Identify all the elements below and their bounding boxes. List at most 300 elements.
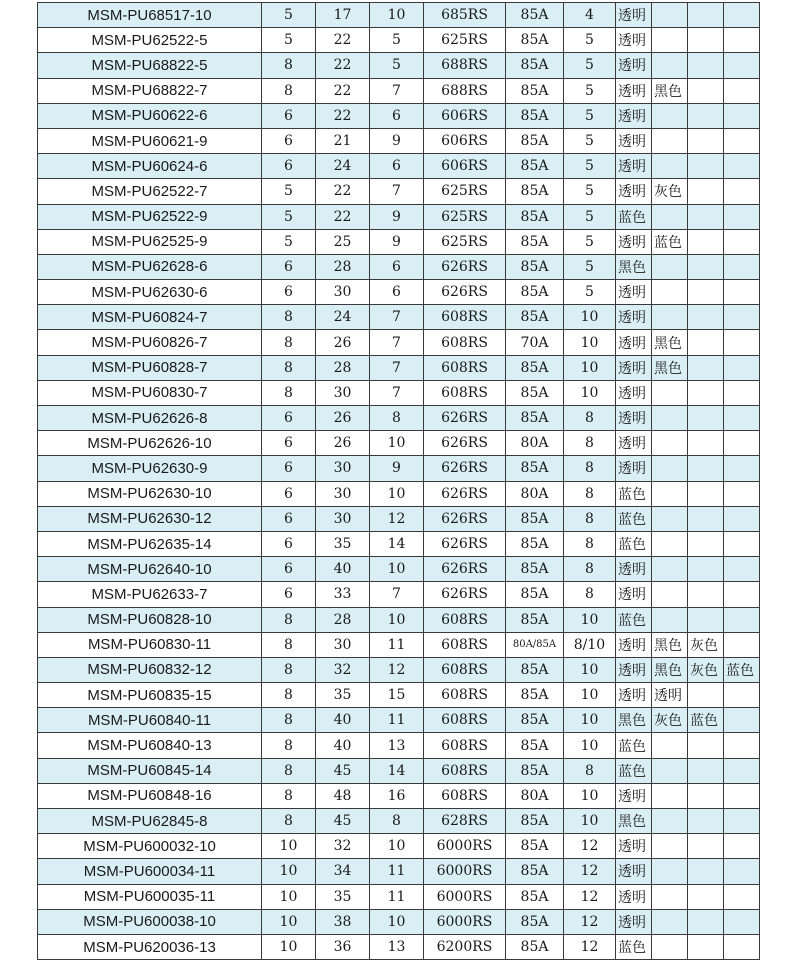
- load-cell: 12: [564, 934, 616, 959]
- color-cell: [688, 758, 724, 783]
- outer-diameter-cell: 24: [316, 305, 370, 330]
- model-cell: MSM-PU60845-14: [38, 758, 262, 783]
- table-row: [38, 481, 760, 506]
- hardness-cell: 85A: [506, 909, 564, 934]
- inner-diameter-cell: 8: [262, 657, 316, 682]
- load-cell: 10: [564, 708, 616, 733]
- hardness-cell: 85A: [506, 859, 564, 884]
- hardness-cell: 85A: [506, 53, 564, 78]
- color-cell: [724, 330, 760, 355]
- hardness-cell: 85A: [506, 531, 564, 556]
- color-cell: 透明: [616, 859, 652, 884]
- outer-diameter-cell: 40: [316, 708, 370, 733]
- outer-diameter-cell: 22: [316, 103, 370, 128]
- width-cell: 7: [370, 380, 424, 405]
- bearing-cell: 606RS: [424, 103, 506, 128]
- table-row: [38, 154, 760, 179]
- color-cell: 蓝色: [616, 531, 652, 556]
- width-cell: 14: [370, 758, 424, 783]
- width-cell: 13: [370, 934, 424, 959]
- load-cell: 8/10: [564, 632, 616, 657]
- hardness-cell: 85A: [506, 305, 564, 330]
- color-cell: [724, 708, 760, 733]
- bearing-cell: 626RS: [424, 406, 506, 431]
- load-cell: 5: [564, 280, 616, 305]
- width-cell: 9: [370, 204, 424, 229]
- bearing-cell: 626RS: [424, 506, 506, 531]
- color-cell: [652, 884, 688, 909]
- hardness-cell: 85A: [506, 254, 564, 279]
- table-row: [38, 456, 760, 481]
- color-cell: [652, 582, 688, 607]
- model-cell: MSM-PU62630-10: [38, 481, 262, 506]
- bearing-cell: 608RS: [424, 607, 506, 632]
- hardness-cell: 85A: [506, 355, 564, 380]
- color-cell: 透明: [616, 78, 652, 103]
- table-row: [38, 305, 760, 330]
- color-cell: 透明: [652, 683, 688, 708]
- load-cell: 8: [564, 481, 616, 506]
- width-cell: 12: [370, 506, 424, 531]
- color-cell: 透明: [616, 657, 652, 682]
- load-cell: 10: [564, 305, 616, 330]
- width-cell: 7: [370, 582, 424, 607]
- model-cell: MSM-PU60621-9: [38, 128, 262, 153]
- model-cell: MSM-PU62626-10: [38, 431, 262, 456]
- hardness-cell: 85A: [506, 708, 564, 733]
- inner-diameter-cell: 5: [262, 28, 316, 53]
- inner-diameter-cell: 8: [262, 53, 316, 78]
- model-cell: MSM-PU600035-11: [38, 884, 262, 909]
- bearing-cell: 626RS: [424, 254, 506, 279]
- color-cell: [688, 53, 724, 78]
- hardness-cell: 85A: [506, 103, 564, 128]
- color-cell: [688, 733, 724, 758]
- hardness-cell: 85A: [506, 179, 564, 204]
- color-cell: 透明: [616, 229, 652, 254]
- inner-diameter-cell: 5: [262, 3, 316, 28]
- table-row: [38, 683, 760, 708]
- color-cell: [724, 431, 760, 456]
- model-cell: MSM-PU60830-11: [38, 632, 262, 657]
- color-cell: 透明: [616, 683, 652, 708]
- color-cell: 蓝色: [616, 607, 652, 632]
- load-cell: 8: [564, 456, 616, 481]
- color-cell: [652, 406, 688, 431]
- bearing-cell: 608RS: [424, 355, 506, 380]
- color-cell: [724, 834, 760, 859]
- inner-diameter-cell: 8: [262, 783, 316, 808]
- color-cell: [724, 179, 760, 204]
- load-cell: 8: [564, 431, 616, 456]
- color-cell: [652, 154, 688, 179]
- load-cell: 8: [564, 506, 616, 531]
- table-row: [38, 607, 760, 632]
- bearing-cell: 6000RS: [424, 859, 506, 884]
- outer-diameter-cell: 22: [316, 28, 370, 53]
- color-cell: 透明: [616, 582, 652, 607]
- outer-diameter-cell: 30: [316, 632, 370, 657]
- hardness-cell: 80A: [506, 783, 564, 808]
- outer-diameter-cell: 30: [316, 481, 370, 506]
- load-cell: 10: [564, 683, 616, 708]
- color-cell: [652, 380, 688, 405]
- outer-diameter-cell: 22: [316, 179, 370, 204]
- hardness-cell: 80A: [506, 431, 564, 456]
- color-cell: [724, 783, 760, 808]
- color-cell: [652, 305, 688, 330]
- color-cell: [724, 632, 760, 657]
- load-cell: 10: [564, 783, 616, 808]
- bearing-cell: 626RS: [424, 557, 506, 582]
- load-cell: 8: [564, 758, 616, 783]
- bearing-cell: 625RS: [424, 229, 506, 254]
- color-cell: [652, 834, 688, 859]
- inner-diameter-cell: 8: [262, 758, 316, 783]
- outer-diameter-cell: 45: [316, 758, 370, 783]
- inner-diameter-cell: 6: [262, 103, 316, 128]
- model-cell: MSM-PU62522-9: [38, 204, 262, 229]
- model-cell: MSM-PU68822-7: [38, 78, 262, 103]
- color-cell: [652, 859, 688, 884]
- outer-diameter-cell: 22: [316, 204, 370, 229]
- color-cell: [652, 733, 688, 758]
- table-row: [38, 53, 760, 78]
- color-cell: [724, 355, 760, 380]
- table-body: [38, 3, 760, 960]
- color-cell: [652, 506, 688, 531]
- hardness-cell: 85A: [506, 78, 564, 103]
- load-cell: 12: [564, 884, 616, 909]
- inner-diameter-cell: 8: [262, 305, 316, 330]
- width-cell: 10: [370, 834, 424, 859]
- width-cell: 11: [370, 884, 424, 909]
- width-cell: 8: [370, 406, 424, 431]
- outer-diameter-cell: 26: [316, 431, 370, 456]
- outer-diameter-cell: 28: [316, 254, 370, 279]
- color-cell: 透明: [616, 632, 652, 657]
- model-cell: MSM-PU600032-10: [38, 834, 262, 859]
- hardness-cell: 85A: [506, 406, 564, 431]
- color-cell: 透明: [616, 330, 652, 355]
- hardness-cell: 85A: [506, 280, 564, 305]
- load-cell: 5: [564, 28, 616, 53]
- bearing-cell: 626RS: [424, 431, 506, 456]
- outer-diameter-cell: 17: [316, 3, 370, 28]
- outer-diameter-cell: 38: [316, 909, 370, 934]
- bearing-cell: 606RS: [424, 154, 506, 179]
- color-cell: [688, 481, 724, 506]
- width-cell: 10: [370, 909, 424, 934]
- table-row: [38, 632, 760, 657]
- color-cell: [688, 3, 724, 28]
- color-cell: [688, 103, 724, 128]
- color-cell: [688, 380, 724, 405]
- color-cell: 透明: [616, 783, 652, 808]
- color-cell: 黑色: [616, 809, 652, 834]
- load-cell: 5: [564, 254, 616, 279]
- color-cell: [688, 834, 724, 859]
- hardness-cell: 85A: [506, 934, 564, 959]
- hardness-cell: 80A: [506, 481, 564, 506]
- model-cell: MSM-PU60832-12: [38, 657, 262, 682]
- load-cell: 10: [564, 355, 616, 380]
- model-cell: MSM-PU600034-11: [38, 859, 262, 884]
- load-cell: 8: [564, 406, 616, 431]
- color-cell: 蓝色: [616, 758, 652, 783]
- load-cell: 5: [564, 103, 616, 128]
- table-row: [38, 431, 760, 456]
- outer-diameter-cell: 33: [316, 582, 370, 607]
- color-cell: [724, 683, 760, 708]
- color-cell: [652, 103, 688, 128]
- load-cell: 8: [564, 582, 616, 607]
- load-cell: 12: [564, 834, 616, 859]
- bearing-cell: 688RS: [424, 78, 506, 103]
- color-cell: [652, 431, 688, 456]
- color-cell: [724, 481, 760, 506]
- width-cell: 11: [370, 859, 424, 884]
- inner-diameter-cell: 8: [262, 733, 316, 758]
- table-row: [38, 884, 760, 909]
- hardness-cell: 85A: [506, 380, 564, 405]
- color-cell: [688, 78, 724, 103]
- load-cell: 5: [564, 78, 616, 103]
- width-cell: 13: [370, 733, 424, 758]
- hardness-cell: 85A: [506, 657, 564, 682]
- hardness-cell: 85A: [506, 506, 564, 531]
- table-row: [38, 708, 760, 733]
- color-cell: [688, 204, 724, 229]
- color-cell: 透明: [616, 909, 652, 934]
- width-cell: 9: [370, 456, 424, 481]
- color-cell: [724, 229, 760, 254]
- color-cell: [724, 506, 760, 531]
- model-cell: MSM-PU62633-7: [38, 582, 262, 607]
- model-cell: MSM-PU60824-7: [38, 305, 262, 330]
- width-cell: 11: [370, 708, 424, 733]
- width-cell: 7: [370, 330, 424, 355]
- inner-diameter-cell: 6: [262, 154, 316, 179]
- inner-diameter-cell: 8: [262, 632, 316, 657]
- bearing-cell: 608RS: [424, 758, 506, 783]
- inner-diameter-cell: 6: [262, 406, 316, 431]
- outer-diameter-cell: 40: [316, 733, 370, 758]
- bearing-cell: 608RS: [424, 783, 506, 808]
- table-row: [38, 783, 760, 808]
- bearing-cell: 608RS: [424, 305, 506, 330]
- width-cell: 7: [370, 78, 424, 103]
- table-row: [38, 179, 760, 204]
- table-row: [38, 506, 760, 531]
- table-row: [38, 909, 760, 934]
- inner-diameter-cell: 5: [262, 179, 316, 204]
- width-cell: 6: [370, 280, 424, 305]
- color-cell: [724, 456, 760, 481]
- width-cell: 10: [370, 431, 424, 456]
- color-cell: [724, 809, 760, 834]
- color-cell: [724, 280, 760, 305]
- bearing-cell: 688RS: [424, 53, 506, 78]
- bearing-cell: 608RS: [424, 330, 506, 355]
- model-cell: MSM-PU62630-12: [38, 506, 262, 531]
- color-cell: [652, 531, 688, 556]
- color-cell: 透明: [616, 406, 652, 431]
- hardness-cell: 85A: [506, 683, 564, 708]
- color-cell: [724, 28, 760, 53]
- color-cell: 透明: [616, 280, 652, 305]
- table-row: [38, 28, 760, 53]
- hardness-cell: 85A: [506, 884, 564, 909]
- model-cell: MSM-PU62522-7: [38, 179, 262, 204]
- color-cell: 透明: [616, 431, 652, 456]
- inner-diameter-cell: 6: [262, 128, 316, 153]
- inner-diameter-cell: 10: [262, 859, 316, 884]
- table-row: [38, 934, 760, 959]
- bearing-cell: 606RS: [424, 128, 506, 153]
- outer-diameter-cell: 25: [316, 229, 370, 254]
- bearing-cell: 625RS: [424, 179, 506, 204]
- table-row: [38, 582, 760, 607]
- load-cell: 12: [564, 859, 616, 884]
- width-cell: 10: [370, 3, 424, 28]
- width-cell: 14: [370, 531, 424, 556]
- color-cell: [688, 330, 724, 355]
- bearing-cell: 608RS: [424, 733, 506, 758]
- hardness-cell: 85A: [506, 557, 564, 582]
- width-cell: 10: [370, 557, 424, 582]
- bearing-cell: 625RS: [424, 28, 506, 53]
- table-row: [38, 809, 760, 834]
- width-cell: 8: [370, 809, 424, 834]
- color-cell: [724, 884, 760, 909]
- table-row: [38, 229, 760, 254]
- inner-diameter-cell: 10: [262, 934, 316, 959]
- color-cell: [724, 53, 760, 78]
- color-cell: 透明: [616, 355, 652, 380]
- model-cell: MSM-PU60622-6: [38, 103, 262, 128]
- load-cell: 12: [564, 909, 616, 934]
- model-cell: MSM-PU620036-13: [38, 934, 262, 959]
- inner-diameter-cell: 8: [262, 708, 316, 733]
- outer-diameter-cell: 40: [316, 557, 370, 582]
- width-cell: 7: [370, 355, 424, 380]
- color-cell: [652, 607, 688, 632]
- outer-diameter-cell: 35: [316, 884, 370, 909]
- table-row: [38, 859, 760, 884]
- color-cell: 透明: [616, 53, 652, 78]
- model-cell: MSM-PU68517-10: [38, 3, 262, 28]
- color-cell: 灰色: [688, 632, 724, 657]
- color-cell: [688, 783, 724, 808]
- color-cell: 透明: [616, 128, 652, 153]
- width-cell: 6: [370, 103, 424, 128]
- color-cell: [652, 3, 688, 28]
- outer-diameter-cell: 36: [316, 934, 370, 959]
- color-cell: [724, 531, 760, 556]
- color-cell: [652, 254, 688, 279]
- bearing-cell: 626RS: [424, 531, 506, 556]
- hardness-cell: 70A: [506, 330, 564, 355]
- inner-diameter-cell: 6: [262, 254, 316, 279]
- inner-diameter-cell: 10: [262, 834, 316, 859]
- inner-diameter-cell: 6: [262, 456, 316, 481]
- inner-diameter-cell: 6: [262, 506, 316, 531]
- hardness-cell: 85A: [506, 229, 564, 254]
- outer-diameter-cell: 48: [316, 783, 370, 808]
- color-cell: 黑色: [616, 254, 652, 279]
- bearing-cell: 628RS: [424, 809, 506, 834]
- color-cell: [688, 254, 724, 279]
- color-cell: [688, 557, 724, 582]
- load-cell: 10: [564, 380, 616, 405]
- color-cell: [688, 934, 724, 959]
- inner-diameter-cell: 10: [262, 909, 316, 934]
- color-cell: [688, 884, 724, 909]
- color-cell: [688, 229, 724, 254]
- width-cell: 6: [370, 154, 424, 179]
- color-cell: [724, 557, 760, 582]
- color-cell: 透明: [616, 380, 652, 405]
- color-cell: [688, 154, 724, 179]
- color-cell: [652, 128, 688, 153]
- color-cell: 黑色: [652, 330, 688, 355]
- width-cell: 9: [370, 229, 424, 254]
- color-cell: [652, 204, 688, 229]
- load-cell: 5: [564, 128, 616, 153]
- color-cell: [688, 305, 724, 330]
- color-cell: 灰色: [652, 708, 688, 733]
- color-cell: [724, 128, 760, 153]
- table-row: [38, 733, 760, 758]
- color-cell: 黑色: [616, 708, 652, 733]
- color-cell: [688, 909, 724, 934]
- table-row: [38, 78, 760, 103]
- color-cell: [688, 456, 724, 481]
- color-cell: [724, 204, 760, 229]
- inner-diameter-cell: 8: [262, 607, 316, 632]
- table-row: [38, 557, 760, 582]
- bearing-cell: 626RS: [424, 582, 506, 607]
- outer-diameter-cell: 35: [316, 683, 370, 708]
- color-cell: [652, 28, 688, 53]
- color-cell: [688, 683, 724, 708]
- inner-diameter-cell: 5: [262, 204, 316, 229]
- bearing-cell: 608RS: [424, 708, 506, 733]
- width-cell: 10: [370, 607, 424, 632]
- load-cell: 10: [564, 809, 616, 834]
- bearing-cell: 626RS: [424, 456, 506, 481]
- table-row: [38, 380, 760, 405]
- inner-diameter-cell: 5: [262, 229, 316, 254]
- outer-diameter-cell: 32: [316, 657, 370, 682]
- outer-diameter-cell: 21: [316, 128, 370, 153]
- color-cell: 透明: [616, 884, 652, 909]
- load-cell: 8: [564, 531, 616, 556]
- outer-diameter-cell: 30: [316, 456, 370, 481]
- hardness-cell: 85A: [506, 758, 564, 783]
- bearing-cell: 6000RS: [424, 909, 506, 934]
- color-cell: [652, 783, 688, 808]
- color-cell: 蓝色: [652, 229, 688, 254]
- table-row: [38, 254, 760, 279]
- outer-diameter-cell: 24: [316, 154, 370, 179]
- outer-diameter-cell: 22: [316, 53, 370, 78]
- inner-diameter-cell: 8: [262, 355, 316, 380]
- outer-diameter-cell: 26: [316, 330, 370, 355]
- color-cell: [724, 103, 760, 128]
- color-cell: [724, 305, 760, 330]
